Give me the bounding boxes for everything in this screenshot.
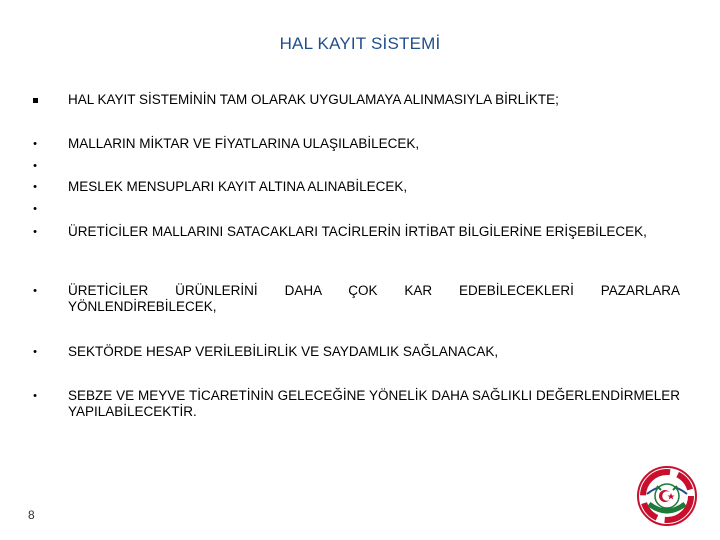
dot-bullet-icon: • [33,160,37,172]
bullet-text: ÜRETİCİLER ÜRÜNLERİNİ DAHA ÇOK KAR EDEBİLECEKLERİ PAZARLARA YÖNLENDİREBİLECEK, [68,283,680,314]
bullet-text: ÜRETİCİLER MALLARINI SATACAKLARI TACİRLERİN İRTİBAT BİLGİLERİNE ERİŞEBİLECEK, [68,224,647,239]
page-number: 8 [28,508,35,522]
bullet-text: SEKTÖRDE HESAP VERİLEBİLİRLİK VE SAYDAMLIK SAĞLANACAK, [68,344,499,359]
bullet-text: MESLEK MENSUPLARI KAYIT ALTINA ALINABİLECEK, [68,179,408,194]
dot-bullet-icon: • [33,285,37,297]
dot-bullet-icon: • [33,346,37,358]
dot-bullet-icon: • [33,181,37,193]
bullet-text: MALLARIN MİKTAR VE FİYATLARINA ULAŞILABİLECEK, [68,136,420,151]
dot-bullet-icon: • [33,390,37,402]
dot-bullet-icon: • [33,138,37,150]
ministry-emblem-icon [637,466,697,526]
slide-title: HAL KAYIT SİSTEMİ [279,34,441,53]
dot-bullet-icon: • [33,226,37,238]
bullet-text: SEBZE VE MEYVE TİCARETİNİN GELECEĞİNE YÖNELİK DAHA SAĞLIKLI DEĞERLENDİRMELER YAPILABİLECEKTİR. [68,388,680,419]
bullet-text: HAL KAYIT SİSTEMİNİN TAM OLARAK UYGULAMAYA ALINMASIYLA BİRLİKTE; [68,92,559,107]
square-bullet-icon [30,92,40,108]
dot-bullet-icon: • [33,203,37,215]
